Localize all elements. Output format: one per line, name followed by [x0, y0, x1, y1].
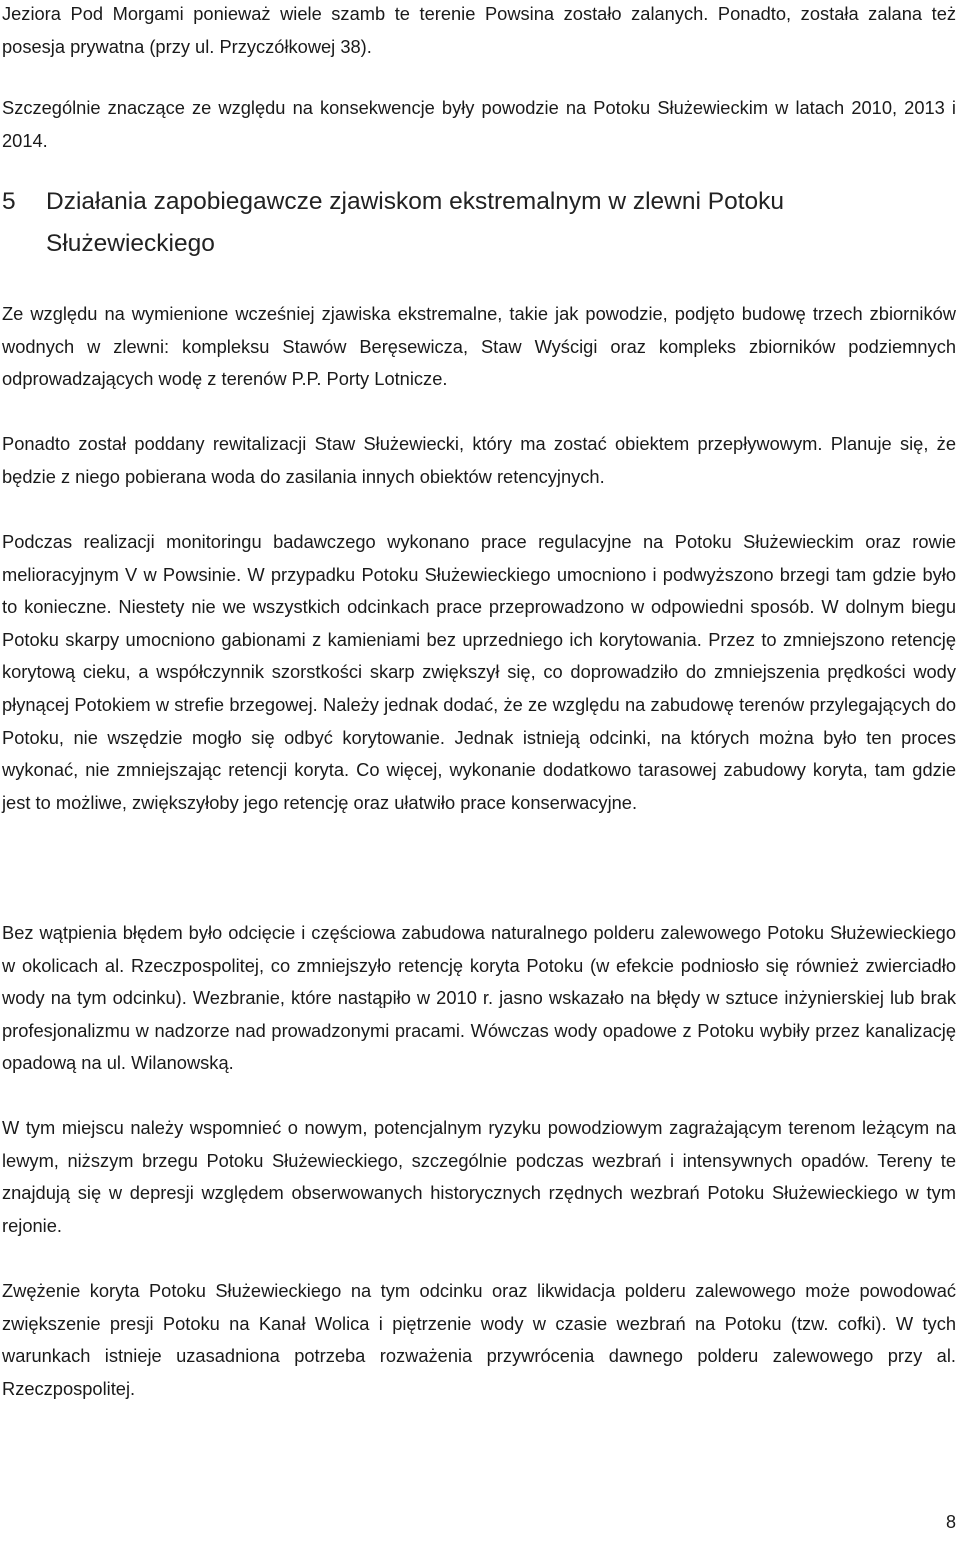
paragraph-channel-narrowing: Zwężenie koryta Potoku Służewieckiego na tym odcinku oraz likwidacja polderu zalewowego może powodować zwiększenie presji Potoku na Kanał Wolica i piętrzenie wody w czasie wezbrań na Potoku (tzw. cofki). W tych warunkach istnieje uzasadniona potrzeba rozważenia przywrócenia dawnego polderu zalewowego przy al. Rzeczpospolitej.: [2, 1280, 956, 1399]
section-number: 5: [2, 188, 16, 215]
paragraph-floods: Szczególnie znaczące ze względu na konsekwencje były powodzie na Potoku Służewieckim w latach 2010, 2013 i 2014.: [2, 97, 956, 151]
paragraph-reservoirs: Ze względu na wymienione wcześniej zjawiska ekstremalne, takie jak powodzie, podjęto budowę trzech zbiorników wodnych w zlewni: kompleksu Stawów Beręsewicza, Staw Wyścigi oraz kompleks zbiorników podziemnych odprowadzających wodę z terenów P.P. Porty Lotnicze.: [2, 303, 956, 390]
paragraph-flood-risk: W tym miejscu należy wspomnieć o nowym, potencjalnym ryzyku powodziowym zagrażającym terenom leżącym na lewym, niższym brzegu Potoku Służewieckiego, szczególnie podczas wezbrań i intensywnych opadów. Tereny te znajdują się w depresji względem obserwowanych historycznych rzędnych wezbrań Potoku Służewieckiego w tym rejonie.: [2, 1117, 956, 1236]
paragraph-polder-error: Bez wątpienia błędem było odcięcie i częściowa zabudowa naturalnego polderu zalewowego Potoku Służewieckiego w okolicach al. Rzeczpospolitej, co zmniejszyło retencję koryta Potoku (w efekcie podniosło się również zwierciadło wody na tym odcinku). Wezbranie, które nastąpiło w 2010 r. jasno wskazało na błędy w sztuce inżynierskiej lub brak profesjonalizmu w nadzorze nad prowadzonymi pracami. Wówczas wody opadowe z Potoku wybiły przez kanalizację opadową na ul. Wilanowską.: [2, 922, 956, 1074]
paragraph-regulation-works: Podczas realizacji monitoringu badawczego wykonano prace regulacyjne na Potoku Służewieckim oraz rowie melioracyjnym V w Powsinie. W przypadku Potoku Służewieckiego umocniono i podwyższono brzegi tam gdzie było to konieczne. Niestety nie we wszystkich odcinkach prace przeprowadzono w odpowiedni sposób. W dolnym biegu Potoku skarpy umocniono gabionami z kamieniami bez uprzedniego ich korytowania. Przez to zmniejszono retencję korytową cieku, a współczynnik szorstkości skarp zwiększył się, co doprowadziło do zmniejszenia prędkości wody płynącej Potokiem w strefie brzegowej. Należy jednak dodać, że ze względu na zabudowę terenów przylegających do Potoku, nie wszędzie mogło się odbyć korytowanie. Jednak istnieją odcinki, na których można było ten proces wykonać, nie zmniejszając retencji koryta. Co więcej, wykonanie dodatkowo tarasowej zabudowy koryta, tam gdzie jest to możliwe, zwiększyłoby jego retencję oraz ułatwiło prace konserwacyjne.: [2, 531, 956, 813]
paragraph-revitalization: Ponadto został poddany rewitalizacji Staw Służewiecki, który ma zostać obiektem przepływowym. Planuje się, że będzie z niego pobierana woda do zasilania innych obiektów retencyjnych.: [2, 433, 956, 487]
page-number: 8: [945, 1512, 956, 1532]
paragraph-intro: Jeziora Pod Morgami ponieważ wiele szamb te terenie Powsina zostało zalanych. Ponadto, została zalana też posesja prywatna (przy ul. Przyczółkowej 38).: [2, 3, 956, 57]
section-title: Działania zapobiegawcze zjawiskom ekstremalnym w zlewni Potoku Służewieckiego: [46, 188, 785, 257]
section-heading: [2, 181, 902, 265]
